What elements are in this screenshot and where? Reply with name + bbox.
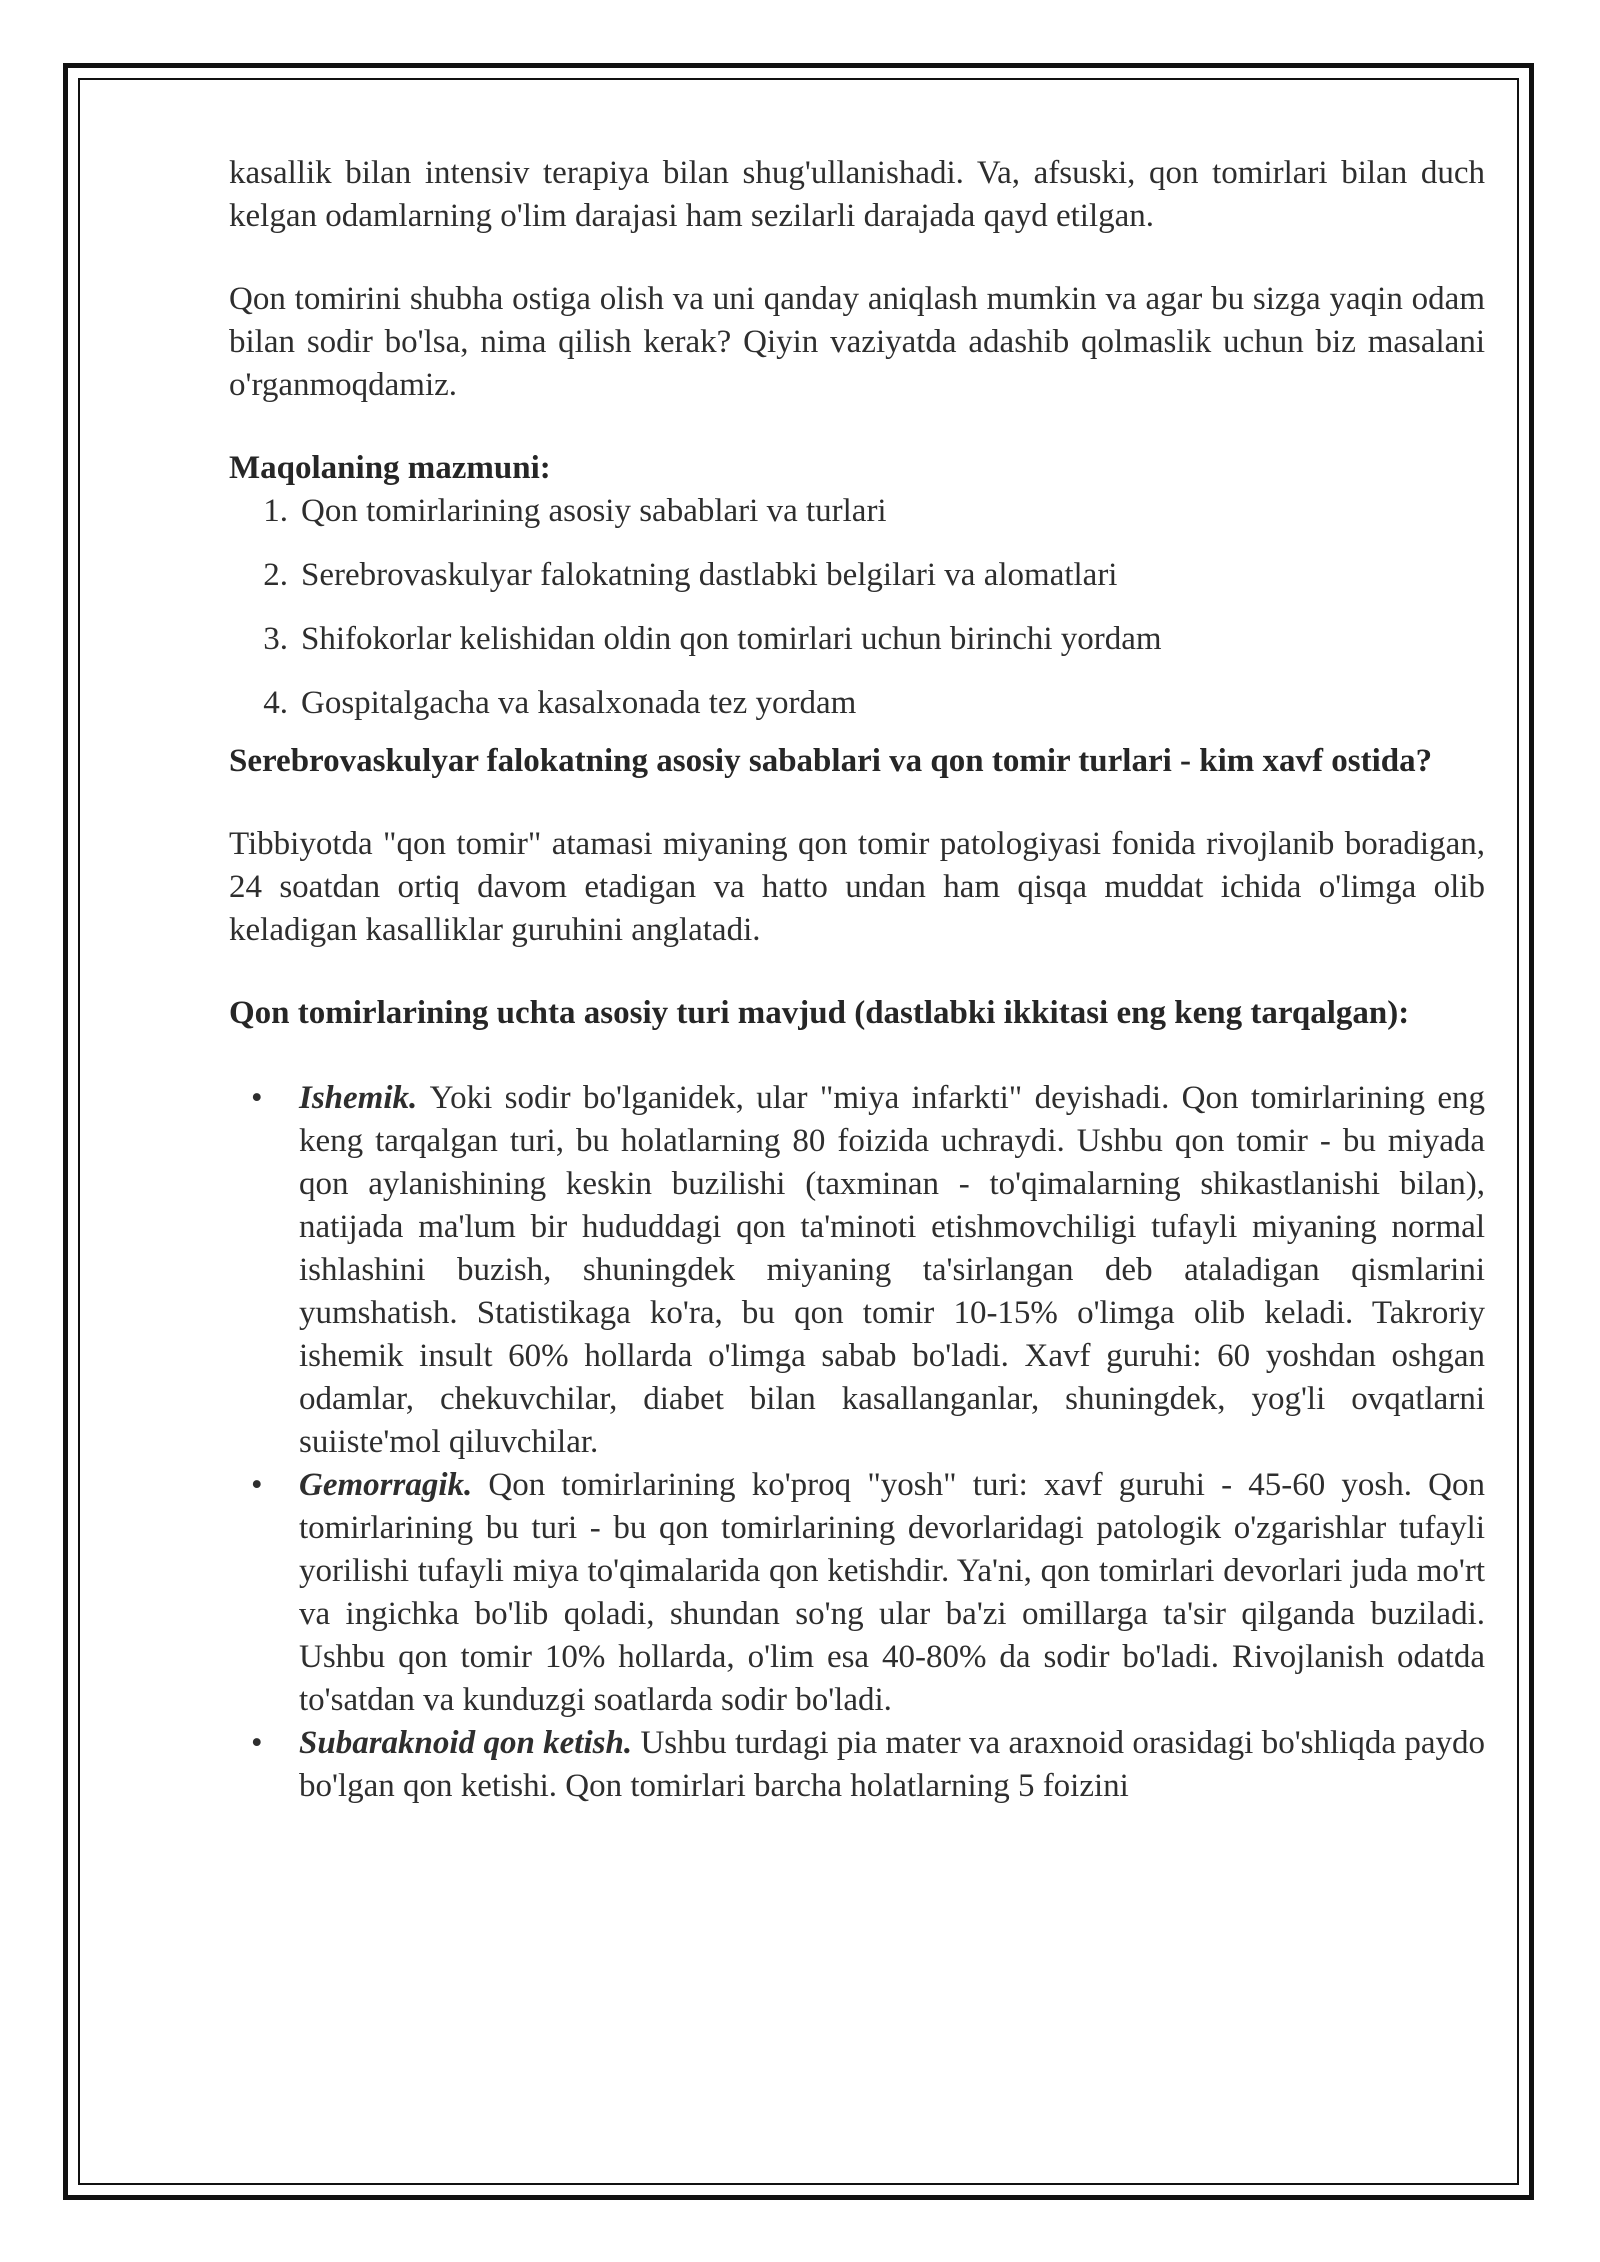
toc-item[interactable] [229, 490, 1485, 554]
bullet-icon: • [251, 1467, 263, 1503]
toc-item[interactable] [229, 554, 1485, 618]
type-description: Yoki sodir bo'lganidek, ular "miya infarkti" deyishadi. Qon tomirlarining eng keng tarqalgan turi, bu holatlarning 80 foizida uchraydi. Ushbu qon tomir - bu miyada qon aylanishining keskin buzilishi (taxminan - to'qimalarning shikastlanishi bilan), natijada ma'lum bir hududdagi qon ta'minoti etishmovchiligi tufayli miyaning normal ishlashini buzish, shuningdek miyaning ta'sirlangan deb ataladigan qismlarini yumshatish. Statistikaga ko'ra, bu qon tomir 10-15% o'limga olib keladi. Takroriy ishemik insult 60% hollarda o'limga sabab bo'ladi. Xavf guruhi: 60 yoshdan oshgan odamlar, chekuvchilar, diabet bilan kasallanganlar, shuningdek, yog'li ovqatlarni suiiste'mol qiluvchilar. [299, 1080, 1485, 1460]
toc-item-number: 3 . [229, 618, 288, 661]
type-description: Ushbu turdagi pia mater va araxnoid orasidagi bo'shliqda paydo bo'lgan qon ketishi. Qon tomirlari barcha holatlarning 5 foizini [299, 1725, 1485, 1804]
list-item [229, 1464, 1485, 1722]
toc-item-number: 4 . [229, 682, 288, 725]
document-body [229, 152, 1485, 1808]
section-paragraph: Tibbiyotda "qon tomir" atamasi miyaning qon tomir patologiyasi fonida rivojlanib boradigan, 24 soatdan ortiq davom etadigan va hatto undan ham qisqa muddat ichida o'limga olib keladigan kasalliklar guruhini anglatadi. [229, 826, 1485, 948]
types-heading: Qon tomirlarining uchta asosiy turi mavjud (dastlabki ikkitasi eng keng tarqalgan): [229, 995, 1410, 1031]
type-term: Gemorragik. [299, 1467, 489, 1503]
toc-item-number: 2 . [229, 554, 288, 597]
bullet-icon: • [251, 1080, 263, 1116]
bullet-icon: • [251, 1725, 263, 1761]
toc-item-text: Qon tomirlarining asosiy sabablari va turlari [301, 493, 887, 529]
toc-title: Maqolaning mazmuni: [229, 450, 551, 486]
toc-item[interactable] [229, 682, 1485, 746]
list-item [229, 1722, 1485, 1808]
type-term: Ishemik. [299, 1080, 430, 1116]
toc-item-text: Shifokorlar kelishidan oldin qon tomirlari uchun birinchi yordam [301, 621, 1162, 657]
table-of-contents [229, 490, 1485, 746]
intro-paragraph-1: kasallik bilan intensiv terapiya bilan shug'ullanishadi. Va, afsuski, qon tomirlari bilan duch kelgan odamlarning o'lim darajasi ham sezilarli darajada qayd etilgan. [229, 155, 1485, 234]
type-term: Subaraknoid qon ketish. [299, 1725, 641, 1761]
toc-item-number: 1 . [229, 490, 288, 533]
type-description: Qon tomirlarining ko'proq "yosh" turi: xavf guruhi - 45-60 yosh. Qon tomirlarining bu turi - bu qon tomirlarining devorlaridagi patologik o'zgarishlar tufayli yorilishi tufayli miya to'qimalarida qon ketishdir. Ya'ni, qon tomirlari devorlari juda mo'rt va ingichka bo'lib qoladi, shundan so'ng ular ba'zi omillarga ta'sir qilganda buziladi. Ushbu qon tomir 10% hollarda, o'lim esa 40-80% da sodir bo'ladi. Rivojlanish odatda to'satdan va kunduzgi soatlarda sodir bo'ladi. [299, 1467, 1485, 1718]
section-heading: Serebrovaskulyar falokatning asosiy sabablari va qon tomir turlari - kim xavf ostida? [229, 743, 1433, 779]
toc-item-text: Serebrovaskulyar falokatning dastlabki belgilari va alomatlari [301, 557, 1118, 593]
intro-paragraph-2: Qon tomirini shubha ostiga olish va uni qanday aniqlash mumkin va agar bu sizga yaqin odam bilan sodir bo'lsa, nima qilish kerak? Qiyin vaziyatda adashib qolmaslik uchun biz masalani o'rganmoqdamiz. [229, 281, 1485, 403]
stroke-types-list [229, 1077, 1485, 1808]
toc-item-text: Gospitalgacha va kasalxonada tez yordam [301, 685, 857, 721]
list-item [229, 1077, 1485, 1464]
toc-item[interactable] [229, 618, 1485, 682]
